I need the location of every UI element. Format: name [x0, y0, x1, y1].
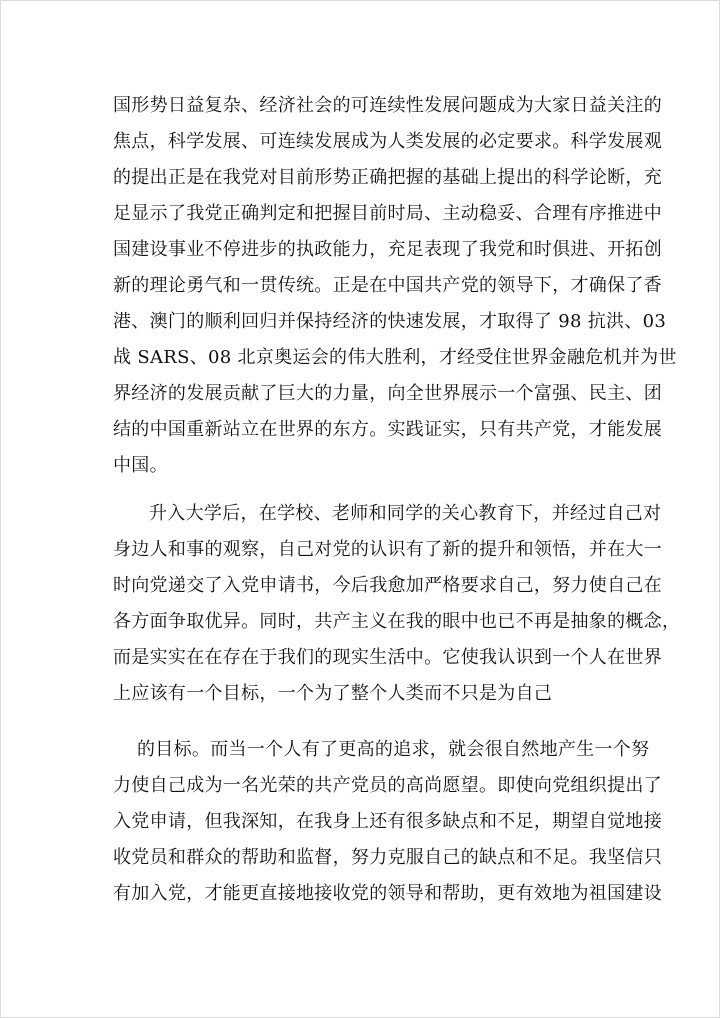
text-line: 港、澳门的顺利回归并保持经济的快速发展，才取得了 98 抗洪、03 [113, 311, 667, 332]
paragraph-2 [113, 496, 681, 712]
text-line: 上应该有一个目标，一个为了整个人类而不只是为自己 [113, 683, 553, 704]
text-line: 力使自己成为一名光荣的共产党员的高尚愿望。即使向党组织提出了 [113, 775, 662, 796]
text-line: 中国。 [113, 455, 168, 476]
text-line: 而是实实在在存在于我们的现实生活中。它使我认识到一个人在世界 [113, 647, 662, 668]
text-line: 国形势日益复杂、经济社会的可连续性发展问题成为大家日益关注的 [113, 95, 662, 116]
text-line: 收党员和群众的帮助和监督，努力克服自己的缺点和不足。我坚信只 [113, 847, 662, 868]
text-line: 足显示了我党正确判定和把握目前时局、主动稳妥、合理有序推进中 [113, 203, 662, 224]
text-line: 时向党递交了入党申请书，今后我愈加严格要求自己，努力使自己在 [113, 575, 662, 596]
text-line: 结的中国重新站立在世界的东方。实践证实，只有共产党，才能发展 [113, 419, 662, 440]
text-line: 战 SARS、08 北京奥运会的伟大胜利，才经受住世界金融危机并为世 [113, 347, 677, 368]
text-line: 有加入党，才能更直接地接收党的领导和帮助，更有效地为祖国建设 [113, 883, 662, 904]
text-line: 焦点，科学发展、可连续发展成为人类发展的必定要求。科学发展观 [113, 131, 662, 152]
text-line: 入党申请，但我深知，在我身上还有很多缺点和不足，期望自觉地接 [113, 811, 662, 832]
paragraph-1 [113, 88, 677, 484]
text-line: 升入大学后，在学校、老师和同学的关心教育下，并经过自己对 [149, 503, 662, 524]
text-line: 新的理论勇气和一贯传统。正是在中国共产党的领导下，才确保了香 [113, 275, 662, 296]
text-line: 界经济的发展贡献了巨大的力量，向全世界展示一个富强、民主、团 [113, 383, 662, 404]
text-line: 的目标。而当一个人有了更高的追求，就会很自然地产生一个努 [137, 739, 650, 760]
paragraph-3 [113, 732, 662, 912]
text-line: 的提出正是在我党对目前形势正确把握的基础上提出的科学论断，充 [113, 167, 662, 188]
text-line: 身边人和事的观察，自己对党的认识有了新的提升和领悟，并在大一 [113, 539, 662, 560]
text-line: 国建设事业不停进步的执政能力，充足表现了我党和时俱进、开拓创 [113, 239, 662, 260]
text-line: 各方面争取优异。同时，共产主义在我的眼中也已不再是抽象的概念， [113, 611, 681, 632]
